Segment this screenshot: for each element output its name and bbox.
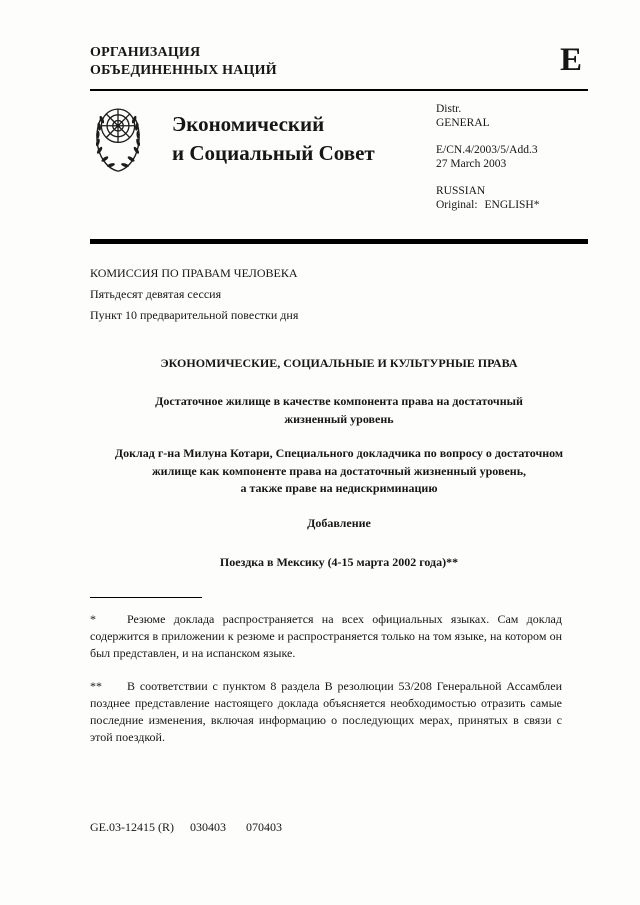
- session-number: Пятьдесят девятая сессия: [90, 287, 222, 302]
- document-symbol: E/CN.4/2003/5/Add.3: [436, 144, 538, 157]
- original-language-label: Original:: [436, 199, 478, 212]
- un-emblem-icon: [90, 100, 146, 176]
- titles-block: [90, 356, 588, 570]
- distr-type: GENERAL: [436, 117, 490, 130]
- distribution-block: [436, 100, 588, 225]
- original-language: [436, 198, 588, 212]
- separator-rule: [90, 239, 588, 244]
- council-title-line2: и Социальный Совет: [172, 140, 375, 165]
- page-footer: [90, 820, 282, 835]
- header-rule: [90, 89, 588, 91]
- org-name: [90, 44, 277, 80]
- footer-date-2: 070403: [246, 820, 282, 834]
- footnote-separator: [90, 597, 202, 598]
- footnotes-block: [90, 611, 562, 745]
- agenda-item: Пункт 10 предварительной повестки дня: [90, 308, 299, 323]
- footnote-2: [90, 678, 562, 746]
- council-title-line1: Экономический: [172, 112, 325, 137]
- footnote-1: [90, 611, 562, 662]
- document-series-letter: E: [559, 42, 582, 78]
- footer-date-1: 030403: [190, 820, 226, 834]
- document-language: RUSSIAN: [436, 185, 486, 198]
- masthead: [90, 100, 588, 225]
- session-block: [90, 266, 588, 323]
- footnote-1-text: Резюме доклада распространяется на всех официальных языках. Сам доклад содержится в приложении к резюме и распространяется только на том языке, на котором он был представлен, и на испанском языке.: [90, 612, 562, 661]
- commission-name: КОМИССИЯ ПО ПРАВАМ ЧЕЛОВЕКА: [90, 266, 298, 281]
- footnote-2-marker: **: [90, 678, 102, 693]
- report-title: [90, 445, 588, 497]
- original-language-value: ENGLISH*: [484, 199, 540, 212]
- report-category-title: ЭКОНОМИЧЕСКИЕ, СОЦИАЛЬНЫЕ И КУЛЬТУРНЫЕ ПРАВА: [160, 356, 518, 371]
- council-title: [172, 110, 375, 167]
- ge-symbol: GE.03-12415 (R): [90, 820, 174, 834]
- document-header: [0, 0, 640, 80]
- symbol-group: [436, 143, 588, 171]
- distr-label: Distr.: [436, 103, 462, 116]
- footnote-1-marker: *: [90, 612, 96, 627]
- org-name-line1: ОРГАНИЗАЦИЯ: [90, 45, 201, 60]
- report-title-line2: жилище как компоненте права на достаточный жизненный уровень,: [151, 463, 527, 478]
- report-subtitle-line2: жизненный уровень: [284, 411, 394, 426]
- org-name-line2: ОБЪЕДИНЕННЫХ НАЦИЙ: [90, 63, 277, 79]
- report-subtitle-line1: Достаточное жилище в качестве компонента права на достаточный: [155, 394, 523, 409]
- addendum-label: Добавление: [307, 516, 371, 531]
- document-date: 27 March 2003: [436, 158, 507, 171]
- language-group: [436, 184, 588, 212]
- footnote-2-text: В соответствии с пунктом 8 раздела В резолюции 53/208 Генеральной Ассамблеи позднее представление настоящего доклада объясняется необходимостью отразить самые последние изменения, включая информацию о последующих мерах, принятых в связи с этой поездкой.: [90, 678, 562, 744]
- mission-title: Поездка в Мексику (4-15 марта 2002 года)**: [219, 555, 459, 570]
- report-subtitle: [90, 393, 588, 428]
- report-title-line1: Доклад г-на Милуна Котари, Специального докладчика по вопросу о достаточном: [114, 446, 564, 461]
- distr-group: [436, 102, 588, 130]
- report-title-line3: а также праве на недискриминацию: [240, 481, 438, 496]
